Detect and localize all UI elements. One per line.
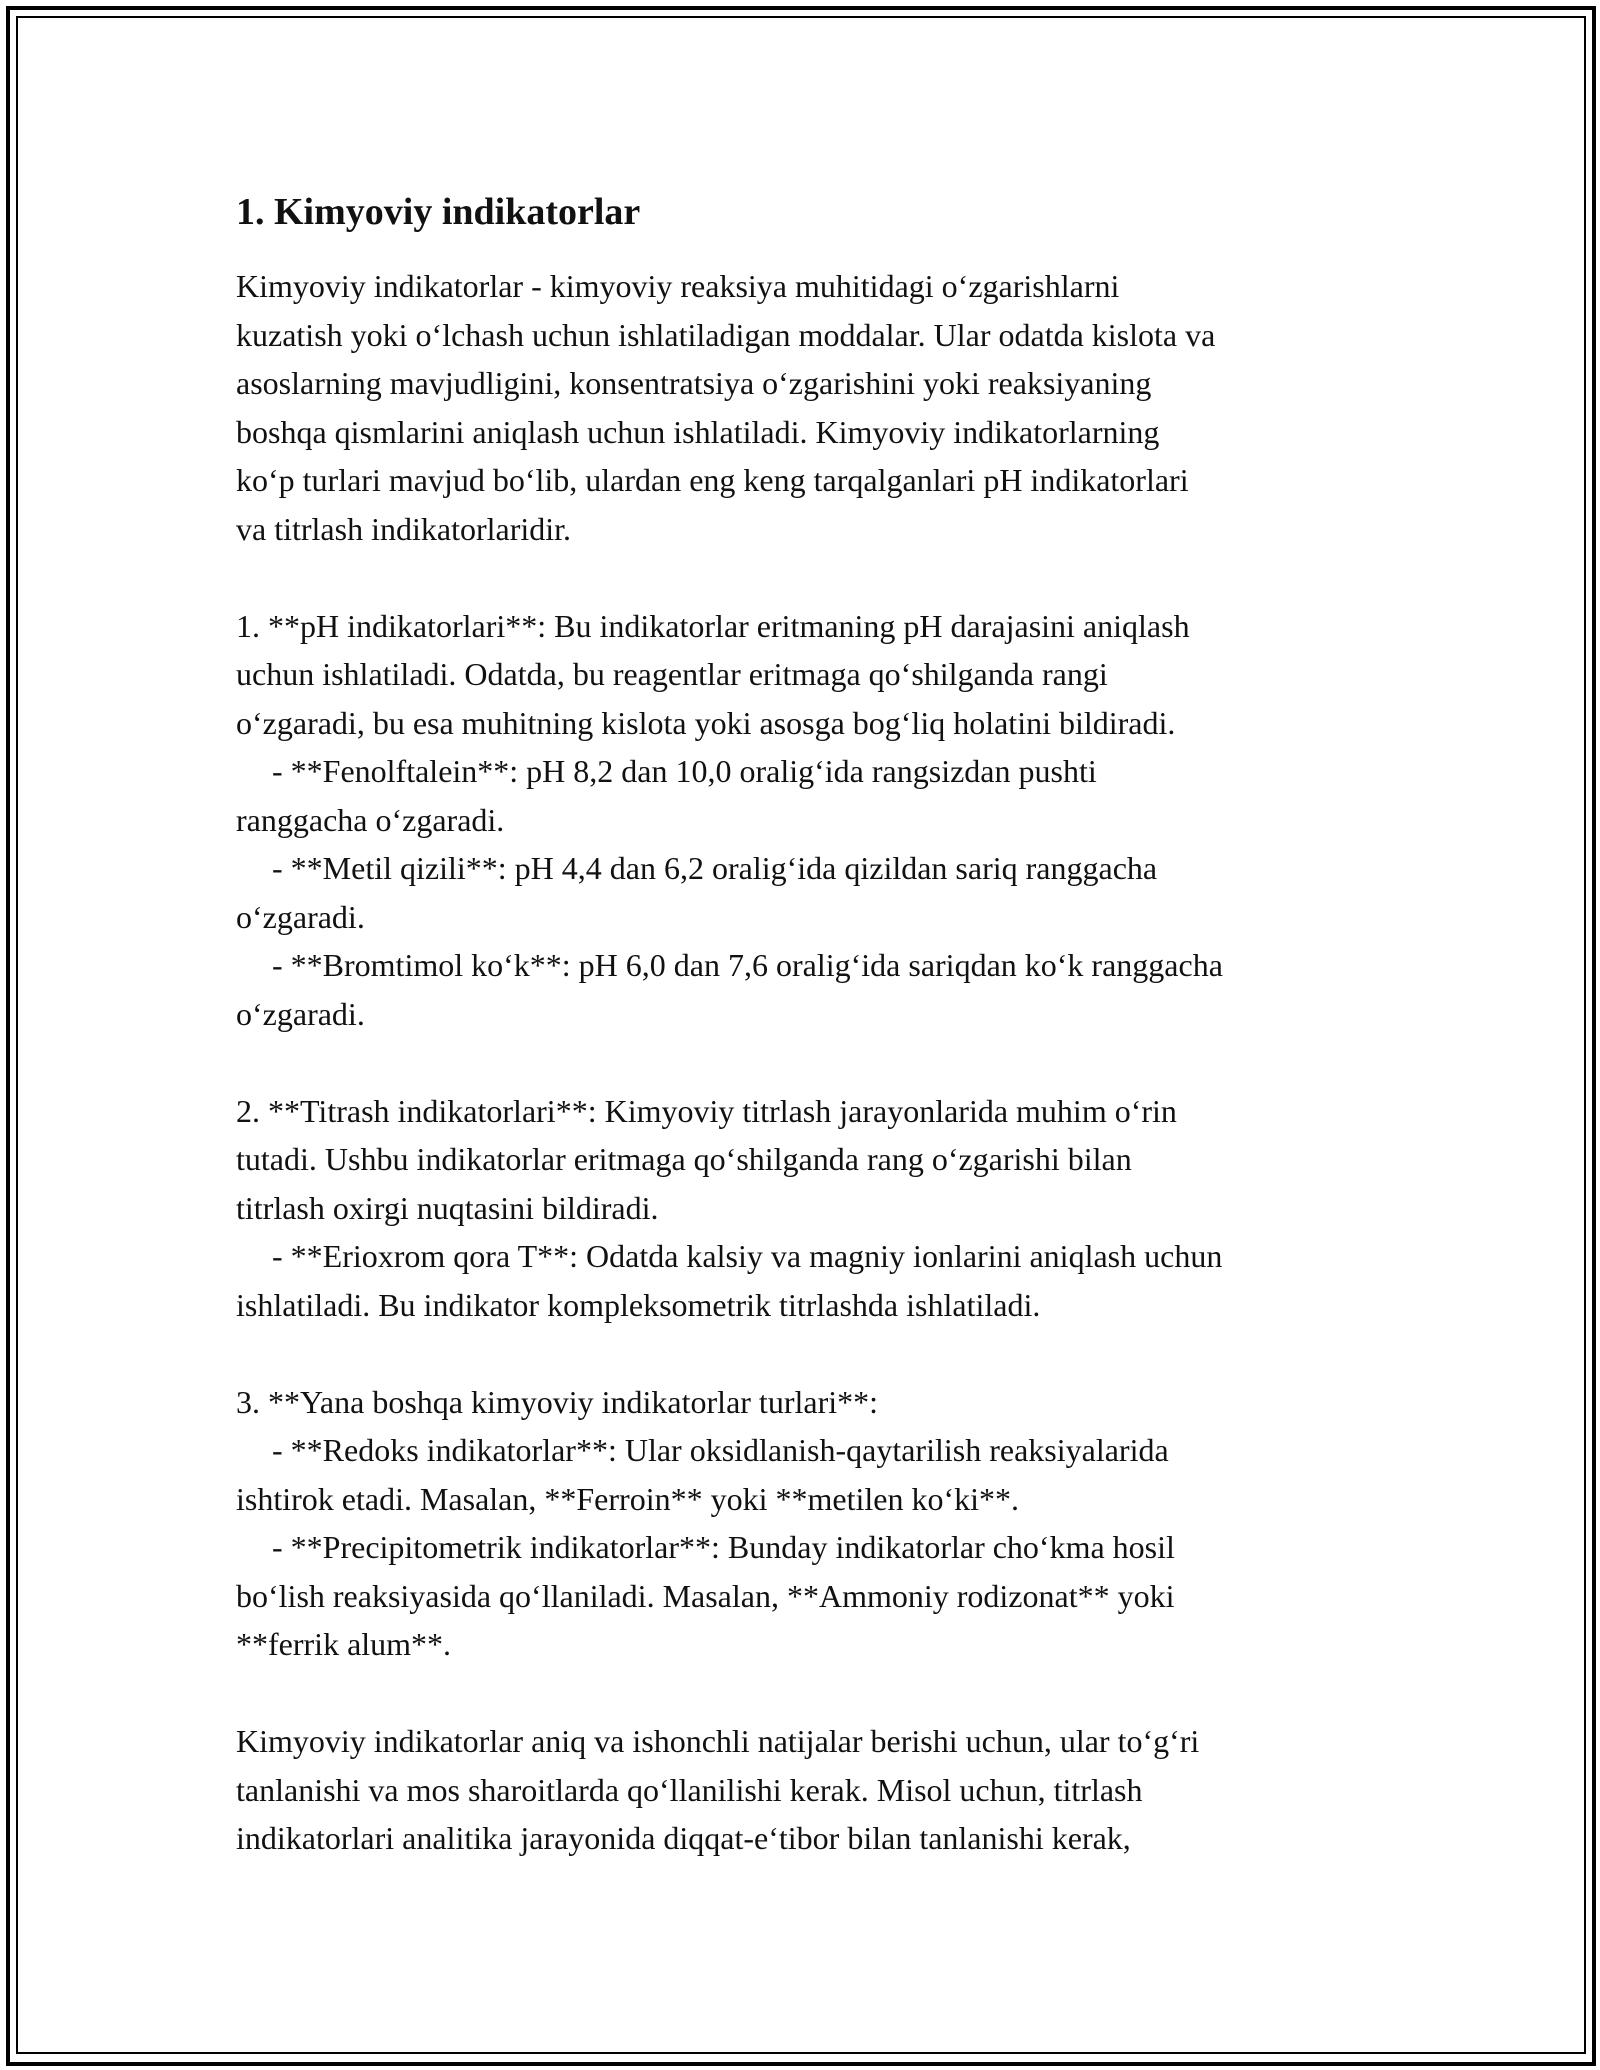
text-line: boshqa qismlarini aniqlash uchun ishlatiladi. Kimyoviy indikatorlarning <box>236 413 1160 450</box>
bullet-line: - **Redoks indikatorlar**: Ular oksidlanish-qaytarilish reaksiyalarida <box>272 1432 1169 1468</box>
text-line: ko‘p turlari mavjud bo‘lib, ulardan eng keng tarqalganlari pH indikatorlari <box>236 462 1189 498</box>
paragraph-gap <box>236 553 1376 602</box>
text-line: 3. **Yana boshqa kimyoviy indikatorlar turlari**: <box>236 1383 878 1420</box>
text-line: indikatorlari analitika jarayonida diqqat-e‘tibor bilan tanlanishi kerak, <box>236 1820 1131 1856</box>
text-line: o‘zgaradi. <box>236 898 365 935</box>
bullet-line: - **Metil qizili**: pH 4,4 dan 6,2 oralig‘ida qizildan sariq ranggacha <box>272 850 1158 886</box>
paragraph-gap <box>236 1038 1376 1087</box>
text-line: tutadi. Ushbu indikatorlar eritmaga qo‘shilganda rang o‘zgarishi bilan <box>236 1141 1132 1177</box>
text-line: ishtirok etadi. Masalan, **Ferroin** yoki **metilen ko‘ki**. <box>236 1480 1019 1517</box>
text-line: 2. **Titrash indikatorlari**: Kimyoviy titrlash jarayonlarida muhim o‘rin <box>236 1092 1177 1129</box>
paragraph-gap <box>236 1329 1376 1378</box>
text-line: **ferrik alum**. <box>236 1626 452 1662</box>
bullet-line: - **Erioxrom qora T**: Odatda kalsiy va magniy ionlarini aniqlash uchun <box>272 1238 1223 1274</box>
bullet-line: - **Bromtimol ko‘k**: pH 6,0 dan 7,6 oralig‘ida sariqdan ko‘k ranggacha <box>272 947 1223 983</box>
section-heading: 1. Kimyoviy indikatorlar <box>236 191 641 233</box>
paragraph-gap <box>236 1669 1376 1718</box>
text-line: 1. **pH indikatorlari**: Bu indikatorlar eritmaning pH darajasini aniqlash <box>236 607 1190 644</box>
bullet-line: - **Precipitometrik indikatorlar**: Bunday indikatorlar cho‘kma hosil <box>272 1529 1175 1565</box>
text-line: ishlatiladi. Bu indikator kompleksometrik titrlashda ishlatiladi. <box>236 1286 1041 1323</box>
text-line: o‘zgaradi, bu esa muhitning kislota yoki asosga bog‘liq holatini bildiradi. <box>236 704 1176 741</box>
bullet-line: - **Fenolftalein**: pH 8,2 dan 10,0 oralig‘ida rangsizdan pushti <box>272 753 1097 789</box>
text-line: tanlanishi va mos sharoitlarda qo‘llanilishi kerak. Misol uchun, titrlash <box>236 1771 1143 1808</box>
document-page <box>236 186 1376 1863</box>
text-line: ranggacha o‘zgaradi. <box>236 801 505 838</box>
text-line: asoslarning mavjudligini, konsentratsiya o‘zgarishini yoki reaksiyaning <box>236 365 1152 401</box>
text-line: titrlash oxirgi nuqtasini bildiradi. <box>236 1189 659 1226</box>
text-line: Kimyoviy indikatorlar aniq va ishonchli natijalar berishi uchun, ular to‘g‘ri <box>236 1723 1200 1759</box>
text-line: bo‘lish reaksiyasida qo‘llaniladi. Masalan, **Ammoniy rodizonat** yoki <box>236 1577 1175 1614</box>
text-line: Kimyoviy indikatorlar - kimyoviy reaksiya muhitidagi o‘zgarishlarni <box>236 268 1120 304</box>
text-line: va titrlash indikatorlaridir. <box>236 510 572 547</box>
text-line: kuzatish yoki o‘lchash uchun ishlatiladigan moddalar. Ular odatda kislota va <box>236 316 1216 353</box>
text-line: uchun ishlatiladi. Odatda, bu reagentlar eritmaga qo‘shilganda rangi <box>236 656 1108 692</box>
text-line: o‘zgaradi. <box>236 995 365 1032</box>
